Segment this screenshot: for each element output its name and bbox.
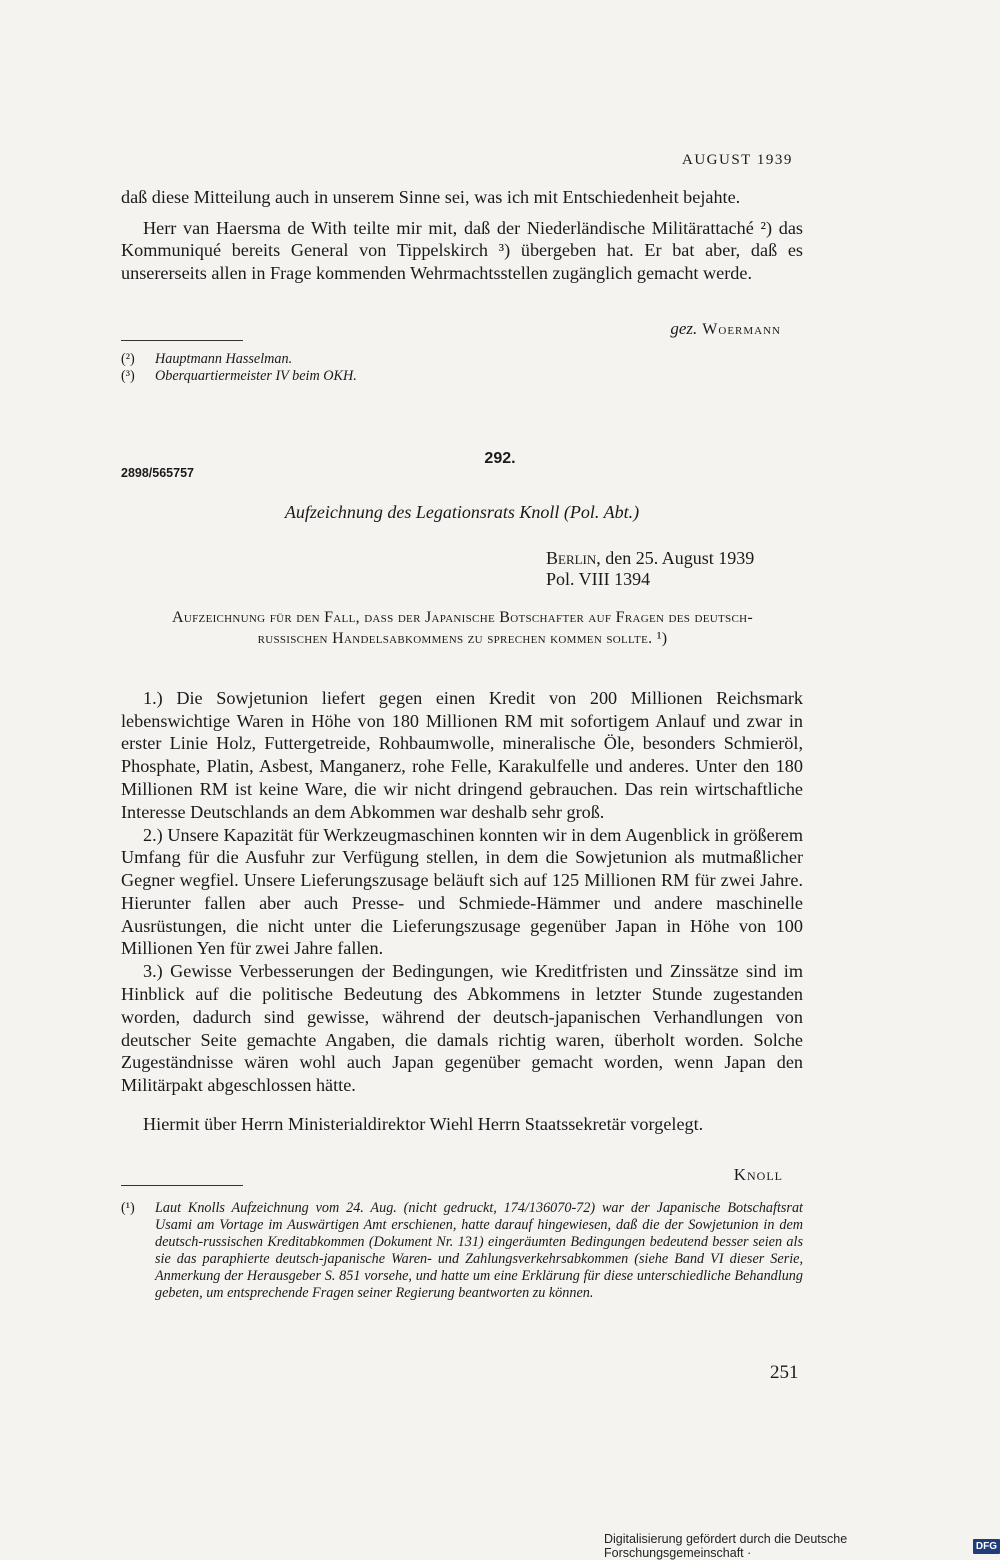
footnote	[121, 368, 803, 385]
footer-text: Digitalisierung gefördert durch die Deutsche Forschungsgemeinschaft ·	[604, 1532, 848, 1560]
date: den 25. August 1939	[605, 548, 755, 568]
top-footnotes	[121, 351, 803, 385]
footnote-text: Oberquartiermeister IV beim OKH.	[155, 368, 357, 384]
paragraph: 2.) Unsere Kapazität für Werkzeugmaschinen konnten wir in dem Augenblick in größerem Umfang für die Ausfuhr zur Verfügung stellen, in dem die Sowjetunion als mutmaßlicher Gegner wegfiel. Unsere Lieferungszusage beläuft sich auf 125 Millionen RM für zwei Jahre. Hierunter fallen aber auch Presse- und Schmiede-Hämmer und andere maschinelle Ausrüstungen, die nicht unter die Lieferungszusage gegenüber Japan in Höhe von 100 Millionen Yen für zwei Jahre fallen.	[121, 824, 803, 959]
closing-line: Hiermit über Herrn Ministerialdirektor Wiehl Herrn Staatssekretär vorgelegt.	[143, 1113, 704, 1134]
footnote-number: (¹)	[121, 1200, 135, 1216]
funding-footer	[604, 1532, 1000, 1560]
page-number: 251	[770, 1362, 799, 1383]
signature-name: Woermann	[702, 321, 781, 338]
footnote-text: Laut Knolls Aufzeichnung vom 24. Aug. (nicht gedruckt, 174/136070-72) war der Japanische Botschaftsrat Usami am Vortage im Auswärtigen Amt erschienen, hatte darauf hingewiesen, daß die der Sowjetunion in dem deutsch-russischen Kreditabkommen (Dokument Nr. 131) eingeräumten Bedingungen bedeutend besser seien als sie das paraphierte deutsch-japanische Waren- und Zahlungsverkehrsabkommen (siehe Band VI dieser Serie, Anmerkung der Herausgeber S. 851 vorsehe, und hatte um eine Erklärung für diese unterschiedliche Behandlung gebeten, um entsprechende Fragen seiner Regierung beantworten zu können.	[155, 1200, 803, 1301]
top-text-block	[121, 186, 803, 285]
footnote-divider	[121, 340, 243, 341]
document-number: 292.	[484, 450, 516, 467]
footnote-divider	[121, 1185, 243, 1186]
paragraph: 3.) Gewisse Verbesserungen der Bedingungen, wie Kreditfristen und Zinssätze sind im Hinblick auf die politische Bedeutung des Abkommens in letzter Stunde zugestanden worden, dadurch sind gewisse, während der deutsch-japanischen Verhandlungen von deutscher Seite gemachte Angaben, die damals richtig waren, überholt worden. Solche Zugeständnisse wären wohl auch Japan gegenüber gemacht worden, wenn Japan den Militärpakt abgeschlossen hätte.	[121, 961, 803, 1095]
running-head: AUGUST 1939	[682, 152, 793, 168]
document-title: Aufzeichnung des Legationsrats Knoll (Pol. Abt.)	[284, 502, 640, 522]
footnote	[121, 351, 803, 368]
paragraph: daß diese Mitteilung auch in unserem Sinne sei, was ich mit Entschiedenheit bejahte.	[121, 187, 741, 207]
place: Berlin,	[546, 548, 601, 568]
signature-prefix: gez.	[670, 319, 698, 338]
file-reference: 2898/565757	[121, 466, 194, 480]
paragraph: 1.) Die Sowjetunion liefert gegen einen Kredit von 200 Millionen Reichsmark lebenswichtige Waren in Höhe von 180 Millionen RM mit sofortigem Anlauf und zwar in erster Linie Holz, Futtergetreide, Rohbaumwolle, mineralische Öle, besonders Schmieröl, Phosphate, Platin, Asbest, Manganerz, rohe Felle, Karakulfelle und anderes. Unter den 180 Millionen RM ist keine Ware, die wir nicht dringend gebrauchen. Das rein wirtschaftliche Interesse Deutschlands an dem Abkommen war deshalb sehr groß.	[121, 688, 803, 822]
footnote-number: (²)	[121, 351, 135, 367]
footnote-number: (³)	[121, 368, 135, 384]
bottom-signature	[121, 1165, 783, 1185]
body-text-block	[121, 687, 803, 1135]
top-signature	[121, 319, 781, 339]
subject-heading: Aufzeichnung für den Fall, dass der Japanische Botschafter auf Fragen des deutsch-russischen Handelsabkommens zu sprechen kommen sollte. ¹)	[172, 609, 753, 647]
place-date	[546, 548, 754, 590]
signature-name: Knoll	[733, 1165, 783, 1184]
paragraph: Herr van Haersma de With teilte mir mit, daß der Niederländische Militärattaché ²) das Kommuniqué bereits General von Tippelskirch ³) übergeben hat. Er bat aber, daß es unsererseits allen in Frage kommenden Wehrmachtsstellen zugänglich gemacht werde.	[121, 217, 803, 284]
footnote	[121, 1200, 803, 1302]
reference-number: Pol. VIII 1394	[546, 569, 651, 589]
bottom-footnotes	[121, 1200, 803, 1302]
footnote-text: Hauptmann Hasselman.	[155, 351, 293, 367]
dfg-logo-icon: DFG	[973, 1539, 1000, 1554]
